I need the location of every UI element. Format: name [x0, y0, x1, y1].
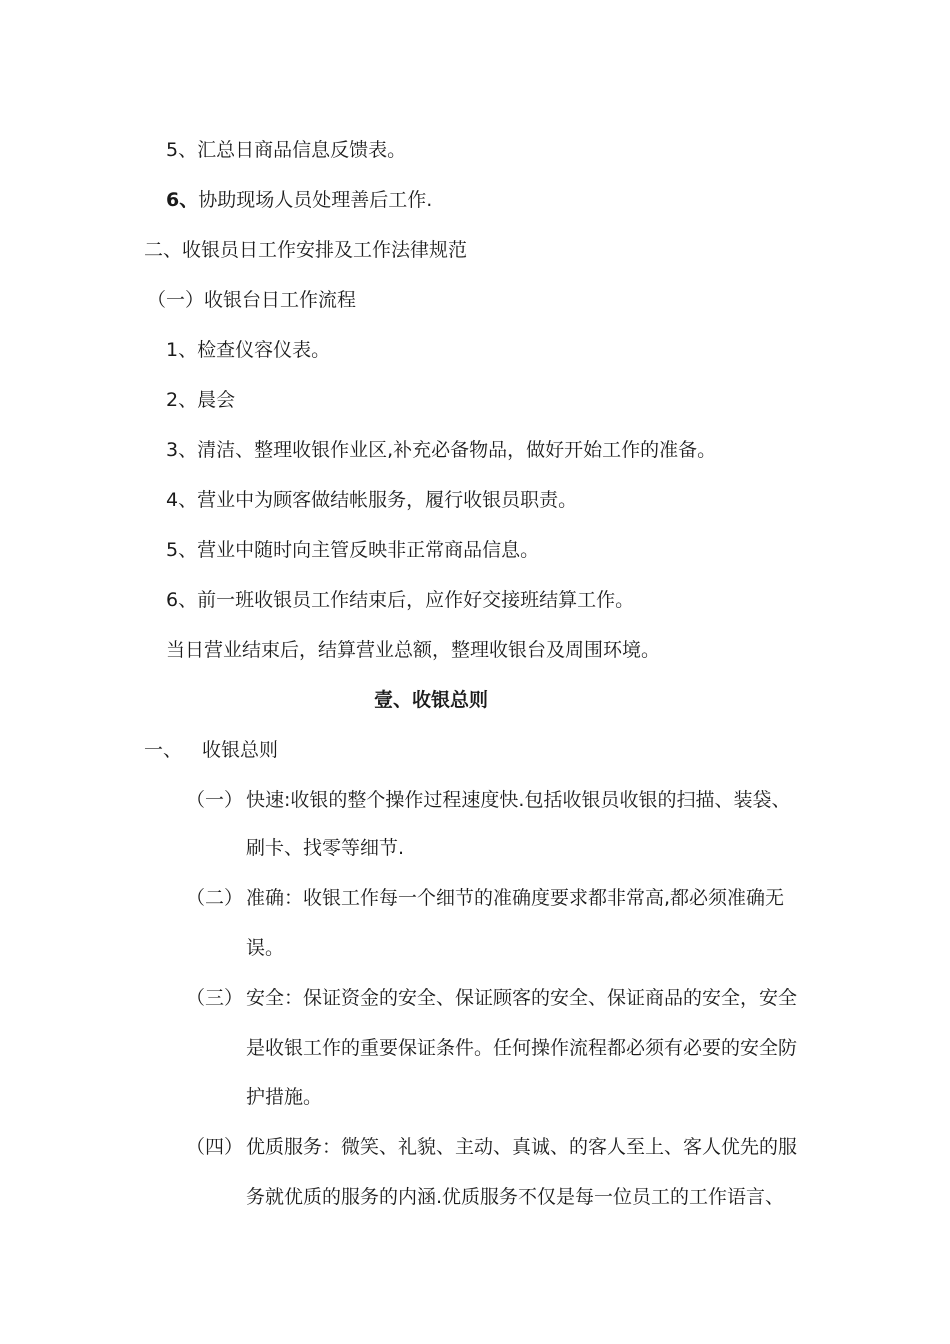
part-heading: 收银总则: [202, 739, 279, 761]
list-text: 营业中随时向主管反映非正常商品信息。: [197, 539, 540, 561]
chapter-title: 壹、收银总则: [374, 689, 489, 711]
list-number: 1、: [166, 339, 198, 361]
principle-text: 快速:收银的整个操作过程速度快.包括收银员收银的扫描、装袋、: [246, 789, 791, 811]
subsection-heading: （一）收银台日工作流程: [147, 289, 357, 311]
list-number: 6、: [166, 589, 198, 611]
list-item: [166, 188, 432, 212]
principle-text: 务就优质的服务的内涵.优质服务不仅是每一位员工的工作语言、: [246, 1186, 785, 1208]
list-number: 5、: [166, 539, 198, 561]
principle-text: 是收银工作的重要保证条件。任何操作流程都必须有必要的安全防: [246, 1037, 798, 1059]
list-text: 晨会: [197, 389, 236, 411]
list-item: [166, 338, 330, 362]
list-text: 检查仪容仪表。: [197, 339, 331, 361]
list-item: [166, 588, 634, 612]
paragraph: 当日营业结束后，结算营业总额，整理收银台及周围环境。: [166, 639, 661, 661]
list-number: 2、: [166, 389, 198, 411]
list-item: [166, 488, 577, 512]
list-item: [166, 138, 406, 162]
list-item: [166, 538, 539, 562]
list-number: 5、: [166, 139, 198, 161]
principle-number: （一）: [186, 789, 244, 811]
list-text: 清洁、整理收银作业区,补充必备物品，做好开始工作的准备。: [197, 439, 717, 461]
part-number: 一、: [144, 739, 183, 761]
list-text: 营业中为顾客做结帐服务，履行收银员职责。: [197, 489, 578, 511]
list-text: 前一班收银员工作结束后，应作好交接班结算工作。: [197, 589, 635, 611]
list-text: 协助现场人员处理善后工作.: [198, 189, 433, 211]
principle-text: 准确：收银工作每一个细节的准确度要求都非常高,都必须准确无: [246, 887, 785, 909]
principle-text: 刷卡、找零等细节.: [246, 837, 405, 859]
principle-text: 护措施。: [246, 1086, 323, 1108]
list-item: [166, 388, 235, 412]
list-number: 6、: [166, 189, 199, 211]
list-number: 3、: [166, 439, 198, 461]
list-number: 4、: [166, 489, 198, 511]
section-heading: 二、收银员日工作安排及工作法律规范: [144, 239, 468, 261]
principle-number: （四）: [186, 1136, 244, 1158]
list-text: 汇总日商品信息反馈表。: [197, 139, 407, 161]
principle-text: 优质服务：微笑、礼貌、主动、真诚、的客人至上、客人优先的服: [246, 1136, 798, 1158]
principle-text: 误。: [246, 937, 285, 959]
principle-number: （三）: [186, 987, 244, 1009]
list-item: [166, 438, 716, 462]
principle-number: （二）: [186, 887, 244, 909]
principle-text: 安全：保证资金的安全、保证顾客的安全、保证商品的安全，安全: [246, 987, 798, 1009]
